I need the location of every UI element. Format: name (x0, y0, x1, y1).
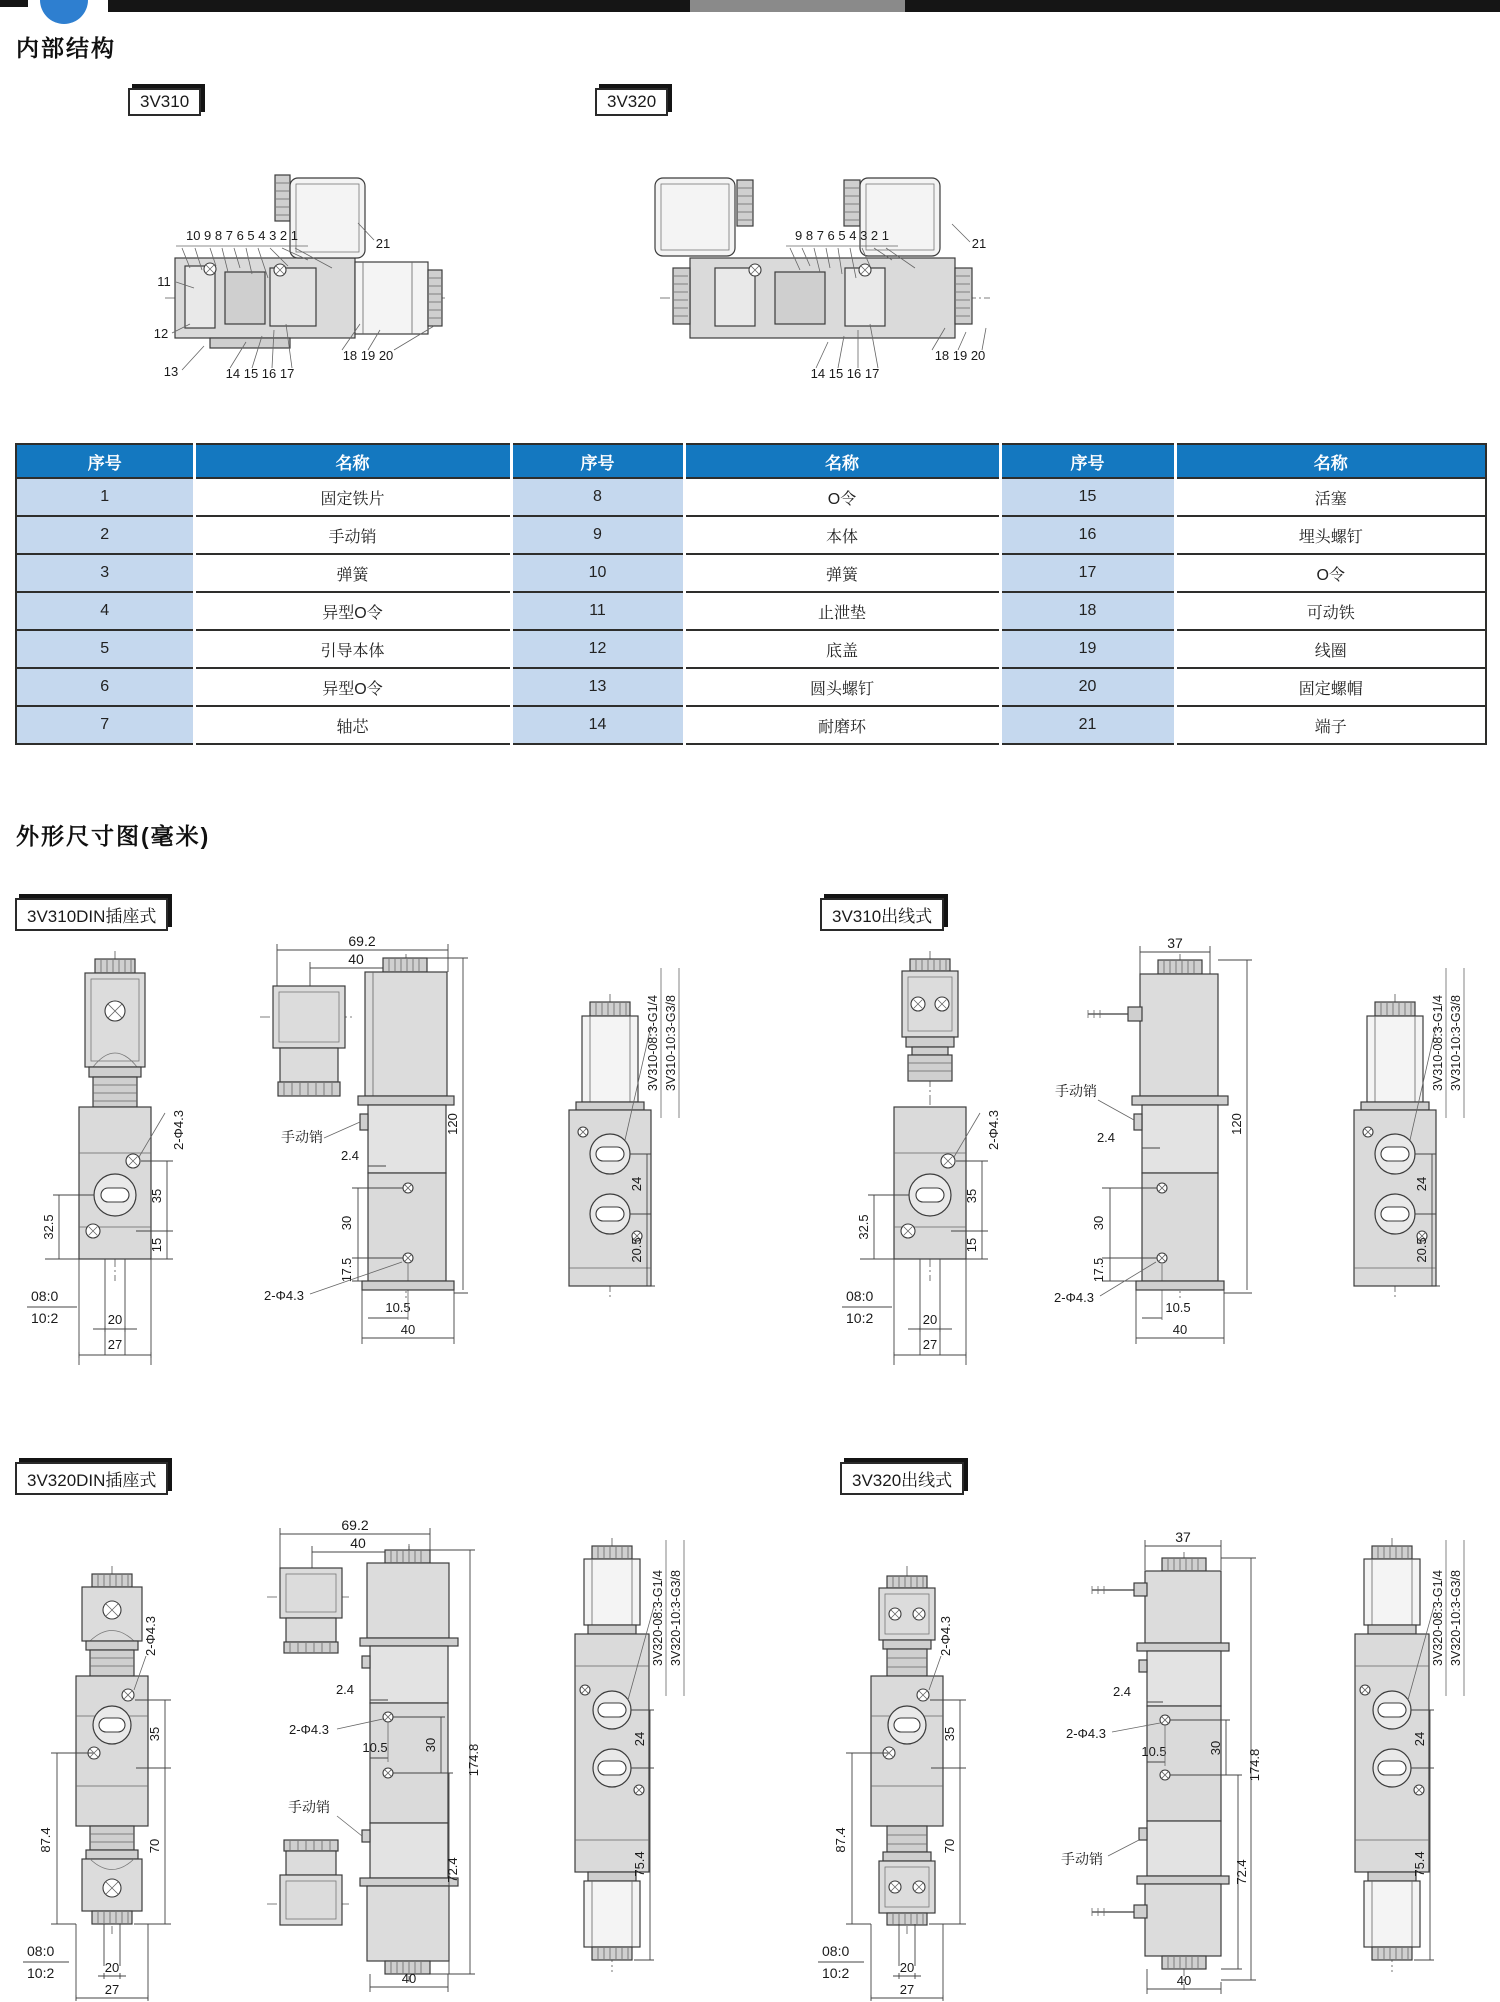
cell: 17 (1000, 554, 1175, 592)
dim-35: 35 (149, 1188, 164, 1204)
dim-pin: 手动销 (288, 1799, 330, 1815)
cell: 20 (1000, 668, 1175, 706)
dim-120: 120 (1229, 1113, 1244, 1135)
cell: 轴芯 (194, 706, 511, 744)
dim-754: 75.4 (1412, 1851, 1427, 1877)
callouts-bottom: 14 15 16 17 (225, 366, 295, 381)
dim-20: 20 (899, 1960, 915, 1975)
dim-30: 30 (339, 1215, 354, 1231)
dim-pin: 手动销 (1061, 1851, 1103, 1867)
dim-40: 40 (348, 951, 364, 967)
cell: 10 (511, 554, 684, 592)
dim-205: 20.5 (629, 1237, 644, 1263)
col-header: 序号 (1000, 444, 1175, 478)
dim-24: 24 (629, 1176, 644, 1192)
dim-24: 2.4 (1096, 1130, 1116, 1145)
table-row (16, 554, 1486, 592)
dim-325: 32.5 (856, 1214, 871, 1240)
table-row (16, 592, 1486, 630)
dim-105: 10.5 (1141, 1744, 1167, 1759)
diagram-3v320-internal (630, 128, 1010, 393)
label-3v320-lead: 3V320出线式 (840, 1462, 964, 1495)
dim-20: 20 (922, 1312, 938, 1327)
dim-205: 20.5 (1414, 1237, 1429, 1263)
drawing-3v310-lead-side (1040, 928, 1275, 1411)
drawing-3v320-lead-front (810, 1510, 1000, 2002)
dim-35: 35 (964, 1188, 979, 1204)
cell: 端子 (1175, 706, 1486, 744)
dim-holes: 2-Φ4.3 (1053, 1290, 1095, 1305)
cell: 18 (1000, 592, 1175, 630)
drawing-3v320-lead-back (1330, 1510, 1495, 2002)
cell: 13 (511, 668, 684, 706)
cell: 11 (511, 592, 684, 630)
parts-table-wrap (15, 443, 1487, 745)
model-g38: 3V320-10:3-G3/8 (669, 1570, 683, 1666)
dim-30: 30 (423, 1737, 438, 1753)
cell: 异型O令 (194, 592, 511, 630)
dim-724: 72.4 (1234, 1859, 1249, 1885)
model-g38: 3V310-10:3-G3/8 (664, 995, 678, 1091)
drawing-3v320-din-back (550, 1510, 705, 2002)
cell: 活塞 (1175, 478, 1486, 516)
table-row (16, 516, 1486, 554)
table-row (16, 478, 1486, 516)
dim-f2: 10:2 (27, 1965, 55, 1981)
dim-692: 69.2 (348, 933, 376, 949)
col-header: 名称 (194, 444, 511, 478)
cell: 6 (16, 668, 194, 706)
dim-1748: 174.8 (1247, 1748, 1262, 1782)
cell: 弹簧 (194, 554, 511, 592)
model-g14: 3V310-08:3-G1/4 (1431, 995, 1445, 1091)
drawing-3v320-din-side (245, 1510, 515, 2002)
table-row (16, 630, 1486, 668)
dim-754: 75.4 (632, 1851, 647, 1877)
drawing-3v310-din-back (545, 928, 700, 1411)
label-3v310: 3V310 (128, 88, 201, 116)
dim-20: 20 (107, 1312, 123, 1327)
dim-27: 27 (107, 1337, 123, 1352)
dim-holes: 2-Φ4.3 (938, 1615, 953, 1657)
cell: O令 (1175, 554, 1486, 592)
dim-f1: 08:0 (846, 1288, 874, 1304)
dim-holes: 2-Φ4.3 (986, 1109, 1001, 1151)
dim-wb: 40 (1176, 1973, 1192, 1988)
callouts-right: 18 19 20 (342, 348, 394, 363)
cell: O令 (684, 478, 1000, 516)
dim-wb: 40 (1172, 1322, 1188, 1337)
callout-12: 12 (153, 326, 169, 341)
model-g14: 3V320-08:3-G1/4 (1431, 1570, 1445, 1666)
cell: 15 (1000, 478, 1175, 516)
dim-wb: 40 (401, 1971, 417, 1986)
drawing-3v310-din-side (240, 928, 475, 1411)
callout-21: 21 (375, 236, 391, 251)
dim-pin: 手动销 (1055, 1083, 1097, 1099)
callout-21: 21 (971, 236, 987, 251)
cell: 弹簧 (684, 554, 1000, 592)
dim-wb: 40 (400, 1322, 416, 1337)
dim-1748: 174.8 (466, 1743, 481, 1777)
section-heading-internal: 内部结构 (16, 35, 116, 61)
dim-24: 2.4 (340, 1148, 360, 1163)
cell: 引导本体 (194, 630, 511, 668)
col-header: 名称 (1175, 444, 1486, 478)
table-row (16, 668, 1486, 706)
dim-f1: 08:0 (31, 1288, 59, 1304)
drawing-3v310-din-front (15, 945, 205, 1400)
dim-874: 87.4 (833, 1827, 848, 1853)
cell: 3 (16, 554, 194, 592)
cell: 2 (16, 516, 194, 554)
cell: 底盖 (684, 630, 1000, 668)
dim-24: 24 (1414, 1176, 1429, 1192)
dim-holes: 2-Φ4.3 (1065, 1726, 1107, 1741)
diagram-3v320-svg (630, 128, 1010, 388)
cell: 16 (1000, 516, 1175, 554)
callouts-bottom: 14 15 16 17 (810, 366, 880, 381)
table-row (16, 706, 1486, 744)
dim-holes: 2-Φ4.3 (171, 1109, 186, 1151)
col-header: 序号 (511, 444, 684, 478)
cell: 8 (511, 478, 684, 516)
model-g38: 3V310-10:3-G3/8 (1449, 995, 1463, 1091)
dim-35: 35 (942, 1726, 957, 1742)
dim-f2: 10:2 (846, 1310, 874, 1326)
parts-table (15, 443, 1487, 745)
dim-holes: 2-Φ4.3 (288, 1722, 330, 1737)
cell: 固定螺帽 (1175, 668, 1486, 706)
callout-13: 13 (163, 364, 179, 379)
dim-24: 2.4 (335, 1682, 355, 1697)
dim-27: 27 (922, 1337, 938, 1352)
dim-f1: 08:0 (27, 1943, 55, 1959)
dim-30: 30 (1091, 1215, 1106, 1231)
header-strip-segment (690, 0, 905, 12)
cell: 4 (16, 592, 194, 630)
section-heading-dimensions: 外形尺寸图(毫米) (16, 823, 211, 849)
c: 线圈 (1175, 630, 1486, 668)
col-header: 名称 (684, 444, 1000, 478)
dim-holes: 2-Φ4.3 (263, 1288, 305, 1303)
callout-11: 11 (157, 274, 171, 289)
cell: 固定铁片 (194, 478, 511, 516)
dim-27: 27 (104, 1982, 120, 1997)
dim-175: 17.5 (1092, 1257, 1106, 1283)
dim-724: 72.4 (445, 1857, 460, 1883)
diagram-3v310-internal (150, 128, 450, 393)
dim-24: 24 (1412, 1731, 1427, 1747)
cell: 7 (16, 706, 194, 744)
callouts-right: 18 19 20 (934, 348, 986, 363)
dim-120: 120 (445, 1113, 460, 1135)
cell: 手动销 (194, 516, 511, 554)
dim-holes: 2-Φ4.3 (143, 1615, 158, 1657)
cell: 9 (511, 516, 684, 554)
dim-f1: 08:0 (822, 1943, 850, 1959)
dim-15: 15 (149, 1237, 164, 1253)
drawing-3v320-lead-side (1040, 1510, 1285, 2002)
cell: 埋头螺钉 (1175, 516, 1486, 554)
dim-f2: 10:2 (822, 1965, 850, 1981)
cell: 12 (511, 630, 684, 668)
diagram-3v310-svg (150, 128, 450, 388)
cell: 可动铁 (1175, 592, 1486, 630)
cell: 本体 (684, 516, 1000, 554)
drawing-3v320-din-front (15, 1510, 205, 2002)
dim-70: 70 (942, 1838, 957, 1854)
dim-37: 37 (1167, 935, 1183, 951)
drawing-3v310-lead-back (1330, 928, 1495, 1411)
drawing-3v310-lead-front (830, 945, 1020, 1400)
dim-105: 10.5 (1165, 1300, 1191, 1315)
cell: 耐磨环 (684, 706, 1000, 744)
dim-325: 32.5 (41, 1214, 56, 1240)
cell: 异型O令 (194, 668, 511, 706)
dim-37: 37 (1175, 1529, 1191, 1545)
model-g14: 3V310-08:3-G1/4 (646, 995, 660, 1091)
dim-70: 70 (147, 1838, 162, 1854)
cell: 5 (16, 630, 194, 668)
cell: 止泄垫 (684, 592, 1000, 630)
dim-f2: 10:2 (31, 1310, 59, 1326)
dim-20: 20 (104, 1960, 120, 1975)
dim-874: 87.4 (38, 1827, 53, 1853)
dim-35: 35 (147, 1726, 162, 1742)
dim-175: 17.5 (340, 1257, 354, 1283)
dim-692: 69.2 (341, 1517, 369, 1533)
col-header: 序号 (16, 444, 194, 478)
label-3v320-din: 3V320DIN插座式 (15, 1462, 168, 1495)
cell: 1 (16, 478, 194, 516)
dim-40t: 40 (350, 1535, 366, 1551)
header-strip-left (0, 0, 28, 7)
brand-dot-icon (40, 0, 88, 24)
cell: 21 (1000, 706, 1175, 744)
dim-105: 10.5 (362, 1740, 388, 1755)
dim-105: 10.5 (385, 1300, 411, 1315)
cell: 14 (511, 706, 684, 744)
model-g14: 3V320-08:3-G1/4 (651, 1570, 665, 1666)
dim-24: 2.4 (1112, 1684, 1132, 1699)
label-3v320: 3V320 (595, 88, 668, 116)
cell: 19 (1000, 630, 1175, 668)
label-3v310-lead: 3V310出线式 (820, 898, 944, 931)
model-g38: 3V320-10:3-G3/8 (1449, 1570, 1463, 1666)
dim-pin: 手动销 (281, 1129, 323, 1145)
cell: 圆头螺钉 (684, 668, 1000, 706)
label-3v310-din: 3V310DIN插座式 (15, 898, 168, 931)
callouts-top: 9 8 7 6 5 4 3 2 1 (795, 228, 889, 243)
dim-27: 27 (899, 1982, 915, 1997)
dim-30: 30 (1208, 1740, 1223, 1756)
callouts-top: 10 9 8 7 6 5 4 3 2 1 (185, 228, 299, 243)
dim-24: 24 (632, 1731, 647, 1747)
dim-15: 15 (964, 1237, 979, 1253)
